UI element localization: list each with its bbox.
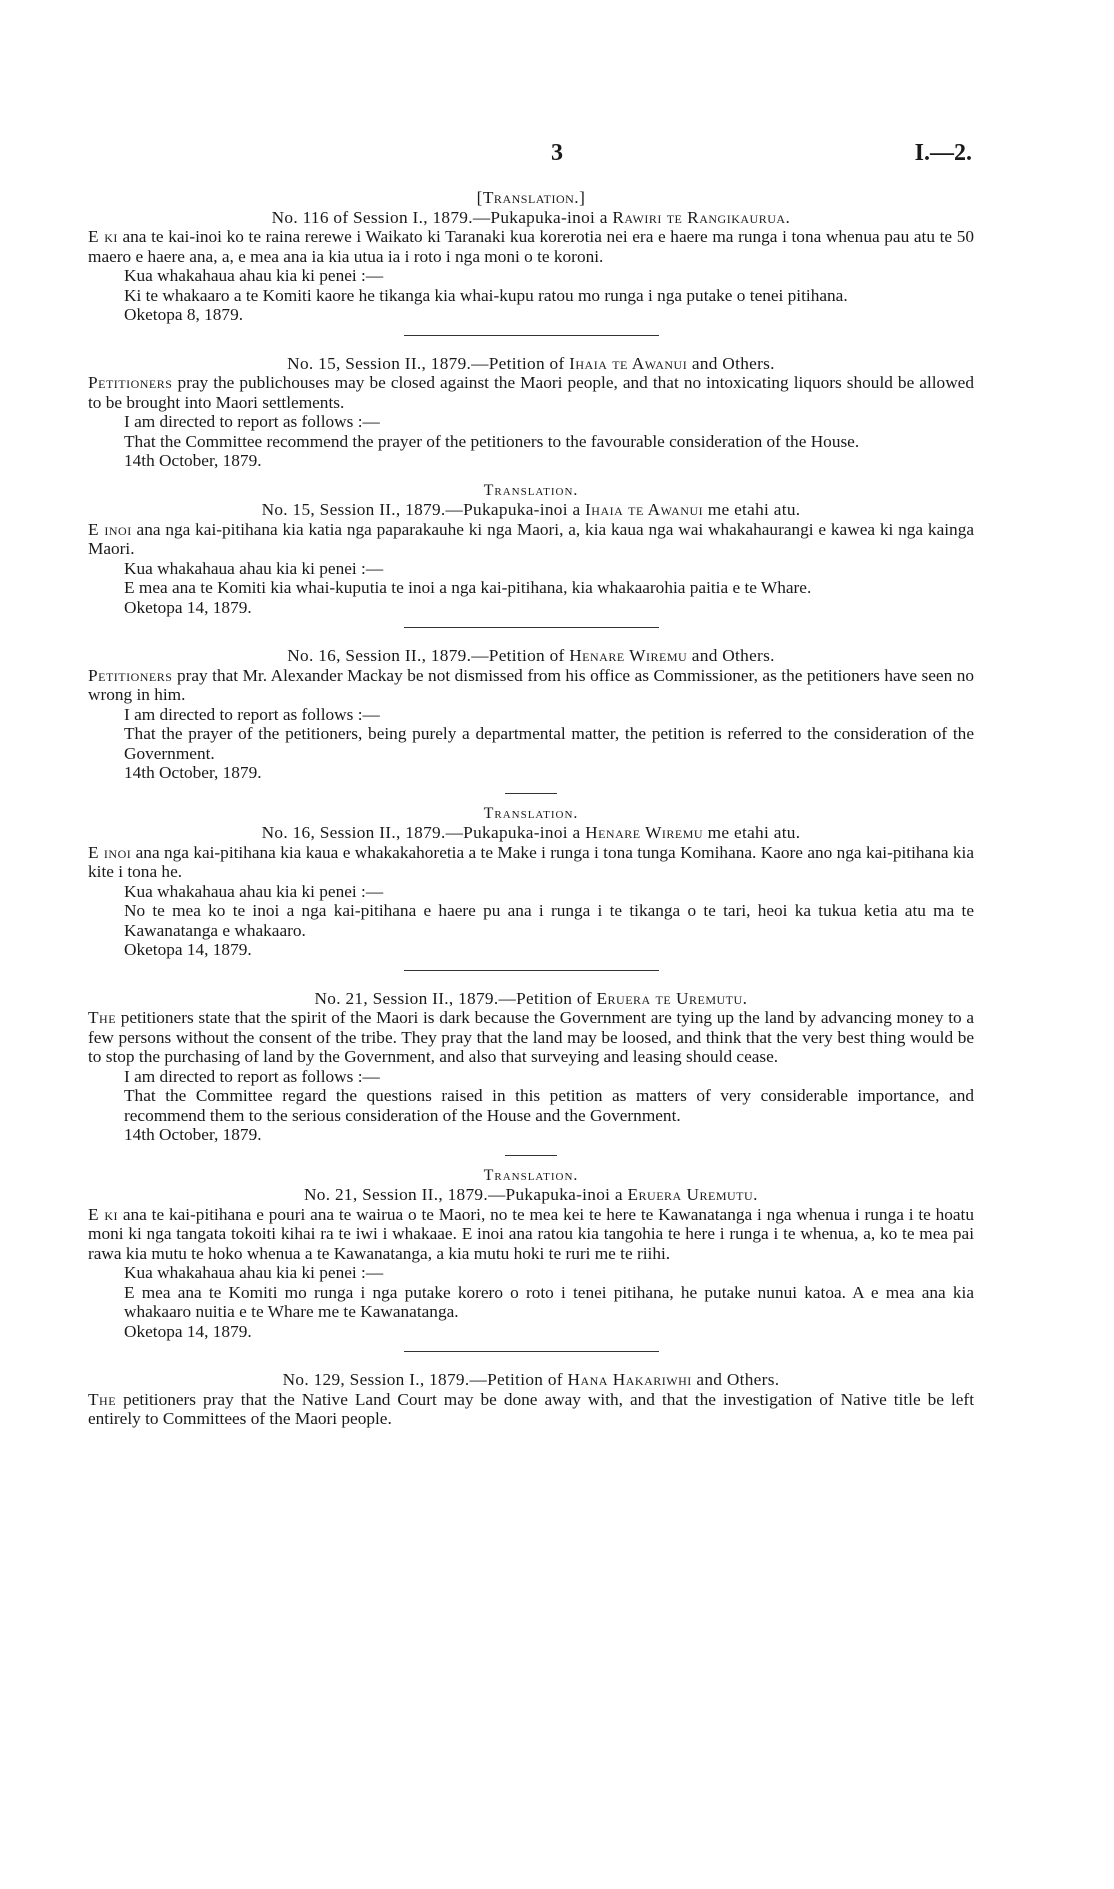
petition-summary bbox=[88, 373, 974, 412]
heading-suffix: me etahi atu. bbox=[703, 500, 801, 519]
petition-heading bbox=[88, 354, 974, 374]
section-henare-translation bbox=[88, 804, 974, 960]
heading-text: No. 21, Session II., 1879.—Pukapuka-inoi a bbox=[304, 1185, 628, 1204]
heading-text: No. 16, Session II., 1879.—Petition of bbox=[287, 646, 570, 665]
petition-heading bbox=[88, 500, 974, 520]
report-date: Oketopa 14, 1879. bbox=[124, 597, 252, 617]
document-reference: I.—2. bbox=[914, 140, 972, 166]
directed-line: I am directed to report as follows :— bbox=[124, 1066, 380, 1086]
petitioner-name: Eruera Uremutu. bbox=[627, 1185, 758, 1204]
committee-report: E mea ana te Komiti mo runga i nga putake korero o roto i tenei pitihana, he putake nunui katoa. A e mea ana kia whakaaro nuitia e te Whare me te Kawanatanga. bbox=[124, 1282, 974, 1321]
committee-report: That the Committee regard the questions raised in this petition as matters of very considerable importance, and recommend them to the serious consideration of the House and the Government. bbox=[124, 1086, 974, 1125]
translation-label: Translation. bbox=[483, 481, 579, 499]
petition-summary bbox=[88, 227, 974, 266]
report-date: 14th October, 1879. bbox=[124, 763, 262, 782]
lead-word: Petitioners bbox=[88, 665, 173, 685]
heading-text: No. 129, Session I., 1879.—Petition of bbox=[282, 1370, 568, 1389]
heading-suffix: me etahi atu. bbox=[703, 823, 801, 842]
petition-heading bbox=[88, 989, 974, 1009]
committee-report: Ki te whakaaro a te Komiti kaore he tikanga kia whai-kupu ratou mo runga i nga putake o tenei pitihana. bbox=[124, 285, 848, 305]
report-date: 14th October, 1879. bbox=[124, 451, 262, 470]
committee-report: E mea ana te Komiti kia whai-kuputia te inoi a nga kai-pitihana, kia whakaarohia paitia e te Whare. bbox=[124, 578, 812, 597]
summary-text: ana te kai-pitihana e pouri ana te wairua o te Maori, no te mea kei te here te Kawanatanga i nga whenua i runga i te hoatu moni ki nga tangata tokoiti kihai ra te iwi i whakaae. E inoi ana ratou kia tangohia te here i runga i te whenua, a, ko te mea pai rawa kia mutu te hoko whenua a te Kawanatanga, a kia mutu hoki te ruri me te riihi. bbox=[88, 1204, 974, 1263]
summary-text: ana nga kai-pitihana kia katia nga paparakauhe ki nga Maori, a, kia kaua nga wai whakahaurangi e kawea ki nga kainga Maori. bbox=[88, 519, 974, 558]
petitioner-name: Eruera te Uremutu. bbox=[596, 988, 748, 1008]
lead-word: E ki bbox=[88, 1204, 119, 1224]
section-ihaia bbox=[88, 354, 974, 471]
translation-label: Translation. bbox=[483, 804, 579, 822]
heading-text: No. 116 of Session I., 1879.—Pukapuka-inoi a bbox=[271, 207, 613, 227]
petitioner-name: Hana Hakariwhi bbox=[567, 1370, 692, 1389]
section-eruera-translation bbox=[88, 1166, 974, 1342]
summary-text: petitioners pray that the Native Land Court may be done away with, and that the investigation of Native title be left entirely to Committees of the Maori people. bbox=[88, 1389, 974, 1428]
directed-line: I am directed to report as follows :— bbox=[124, 704, 380, 724]
petitioner-name: Ihaia te Awanui bbox=[585, 500, 704, 519]
committee-report: No te mea ko te inoi a nga kai-pitihana e haere pu ana i runga i te tikanga o te tari, heoi ka tukua ketia atu ma te Kawanatanga e whakaaro. bbox=[124, 901, 974, 940]
petition-summary bbox=[88, 1008, 974, 1067]
summary-text: ana te kai-inoi ko te raina rerewe i Waikato ki Taranaki kua korerotia nei era e haere ma runga i tona whenua pau atu te 50 maero e haere ana, a, e mea ana ia kia utua ia i roto i nga moni o te koroni. bbox=[88, 227, 974, 266]
section-eruera bbox=[88, 989, 974, 1145]
lead-word: The bbox=[88, 1008, 117, 1027]
petition-summary bbox=[88, 843, 974, 882]
petition-heading bbox=[88, 1370, 974, 1390]
petition-summary bbox=[88, 1390, 974, 1429]
translation-label: [Translation.] bbox=[476, 188, 586, 207]
directed-line: Kua whakahaua ahau kia ki penei :— bbox=[124, 266, 384, 285]
lead-word: E inoi bbox=[88, 842, 132, 862]
directed-line: Kua whakahaua ahau kia ki penei :— bbox=[124, 558, 384, 578]
lead-word: Petitioners bbox=[88, 373, 173, 392]
section-hana bbox=[88, 1370, 974, 1429]
section-rawiri-translation bbox=[88, 188, 974, 325]
heading-suffix: and Others. bbox=[687, 646, 775, 665]
petitioner-name: Ihaia te Awanui bbox=[569, 353, 688, 373]
directed-line: I am directed to report as follows :— bbox=[124, 412, 380, 431]
section-ihaia-translation bbox=[88, 481, 974, 618]
petitioner-name: Henare Wiremu bbox=[585, 823, 704, 842]
heading-text: No. 21, Session II., 1879.—Petition of bbox=[314, 988, 597, 1008]
committee-report: That the prayer of the petitioners, being purely a departmental matter, the petition is referred to the consideration of the Government. bbox=[124, 724, 974, 763]
summary-text: pray that Mr. Alexander Mackay be not dismissed from his office as Commissioner, as the petitioners have seen no wrong in him. bbox=[88, 665, 974, 704]
summary-text: pray the publichouses may be closed against the Maori people, and that no intoxicating liquors should be allowed to be brought into Maori settlements. bbox=[88, 373, 974, 412]
directed-line: Kua whakahaua ahau kia ki penei :— bbox=[124, 1263, 384, 1282]
petition-heading bbox=[88, 823, 974, 843]
committee-report: That the Committee recommend the prayer of the petitioners to the favourable consideration of the House. bbox=[124, 431, 860, 451]
petition-summary bbox=[88, 1205, 974, 1264]
text-column bbox=[88, 188, 974, 1429]
petition-heading bbox=[88, 208, 974, 228]
report-date: Oketopa 14, 1879. bbox=[124, 1321, 252, 1341]
translation-label: Translation. bbox=[483, 1166, 579, 1184]
petition-heading bbox=[88, 1185, 974, 1205]
petition-heading bbox=[88, 646, 974, 666]
heading-text: No. 15, Session II., 1879.—Pukapuka-inoi a bbox=[261, 500, 586, 519]
section-henare bbox=[88, 646, 974, 783]
heading-suffix: and Others. bbox=[687, 353, 775, 373]
lead-word: The bbox=[88, 1389, 117, 1409]
page-number: 3 bbox=[551, 140, 563, 166]
summary-text: petitioners state that the spirit of the Maori is dark because the Government are tying up the land by advancing money to a few persons without the consent of the tribe. They pray that the land may be loosed, and think that the very best thing would be to stop the purchasing of land by the Government, and also that surveying and leasing should cease. bbox=[88, 1008, 974, 1066]
lead-word: E inoi bbox=[88, 519, 132, 539]
heading-suffix: and Others. bbox=[691, 1370, 780, 1389]
petition-summary bbox=[88, 666, 974, 705]
report-date: Oketopa 8, 1879. bbox=[124, 305, 244, 324]
heading-text: No. 15, Session II., 1879.—Petition of bbox=[287, 353, 570, 373]
directed-line: Kua whakahaua ahau kia ki penei :— bbox=[124, 881, 384, 901]
petitioner-name: Rawiri te Rangikaurua. bbox=[612, 207, 791, 227]
petitioner-name: Henare Wiremu bbox=[569, 646, 688, 665]
lead-word: E ki bbox=[88, 227, 118, 246]
heading-text: No. 16, Session II., 1879.—Pukapuka-inoi a bbox=[261, 823, 586, 842]
report-date: 14th October, 1879. bbox=[124, 1125, 262, 1144]
summary-text: ana nga kai-pitihana kia kaua e whakakahoretia a te Make i runga i tona tunga Komihana. Kaore ano nga kai-pitihana kia kite i tona he. bbox=[88, 842, 974, 881]
petition-summary bbox=[88, 520, 974, 559]
report-date: Oketopa 14, 1879. bbox=[124, 940, 252, 959]
